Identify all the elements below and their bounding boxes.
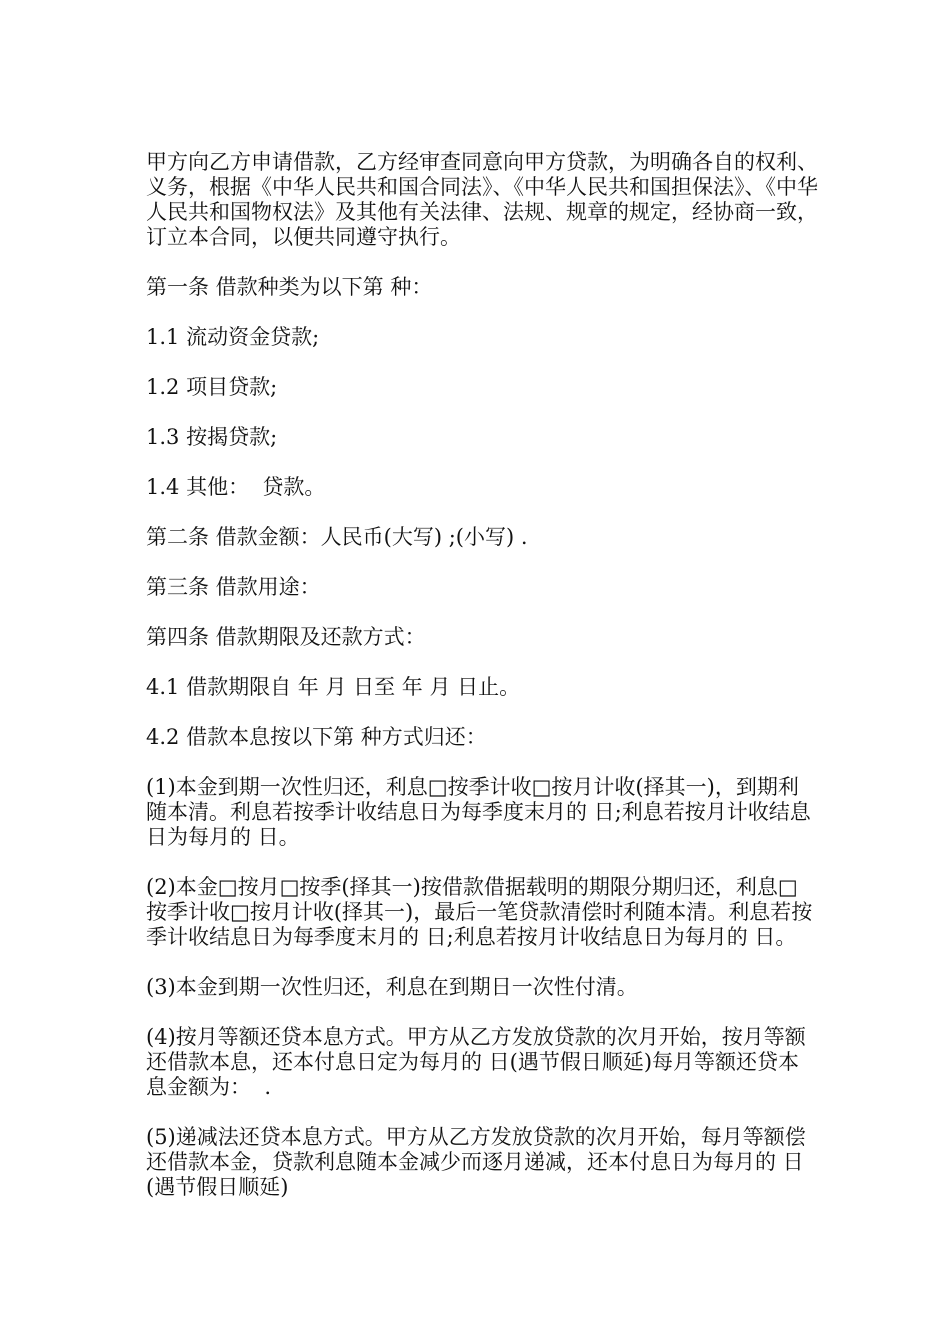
repayment-option-4: (4)按月等额还贷本息方式。甲方从乙方发放贷款的次月开始，按月等额还借款本息，还本付息日定为每月的 日(遇节假日顺延)每月等额还贷本息金额为： . xyxy=(146,1025,806,1099)
intro-paragraph: 甲方向乙方申请借款，乙方经审查同意向甲方贷款，为明确各自的权利、义务，根据《中华人民共和国合同法》、《中华人民共和国担保法》、《中华人民共和国物权法》及其他有关法律、法规、规章的规定，经协商一致，订立本合同，以便共同遵守执行。 xyxy=(146,150,818,249)
document-body xyxy=(146,150,818,1225)
article-3-heading: 第三条 借款用途： xyxy=(146,575,321,599)
clause-4-2: 4.2 借款本息按以下第 种方式归还： xyxy=(146,725,487,749)
clause-1-4: 1.4 其他： 贷款。 xyxy=(146,475,326,499)
article-1-heading: 第一条 借款种类为以下第 种： xyxy=(146,275,433,299)
clause-4-1: 4.1 借款期限自 年 月 日至 年 月 日止。 xyxy=(146,675,521,699)
repayment-option-3: (3)本金到期一次性归还，利息在到期日一次性付清。 xyxy=(146,975,638,999)
repayment-option-1: (1)本金到期一次性归还，利息□按季计收□按月计收(择其一)，到期利随本清。利息若按季计收结息日为每季度末月的 日;利息若按月计收结息日为每月的 日。 xyxy=(146,775,811,849)
clause-1-1: 1.1 流动资金贷款; xyxy=(146,325,320,349)
repayment-option-5: (5)递减法还贷本息方式。甲方从乙方发放贷款的次月开始，每月等额偿还借款本金，贷款利息随本金减少而逐月递减，还本付息日为每月的 日(遇节假日顺延) xyxy=(146,1125,806,1199)
article-4-heading: 第四条 借款期限及还款方式： xyxy=(146,625,426,649)
clause-1-3: 1.3 按揭贷款; xyxy=(146,425,278,449)
repayment-option-2: (2)本金□按月□按季(择其一)按借款借据载明的期限分期归还，利息□按季计收□按月计收(择其一)，最后一笔贷款清偿时利随本清。利息若按季计收结息日为每季度末月的 日;利息若按月计收结息日为每月的 日。 xyxy=(146,875,813,949)
article-2-heading: 第二条 借款金额：人民币(大写) ;(小写) . xyxy=(146,525,528,549)
clause-1-2: 1.2 项目贷款; xyxy=(146,375,278,399)
